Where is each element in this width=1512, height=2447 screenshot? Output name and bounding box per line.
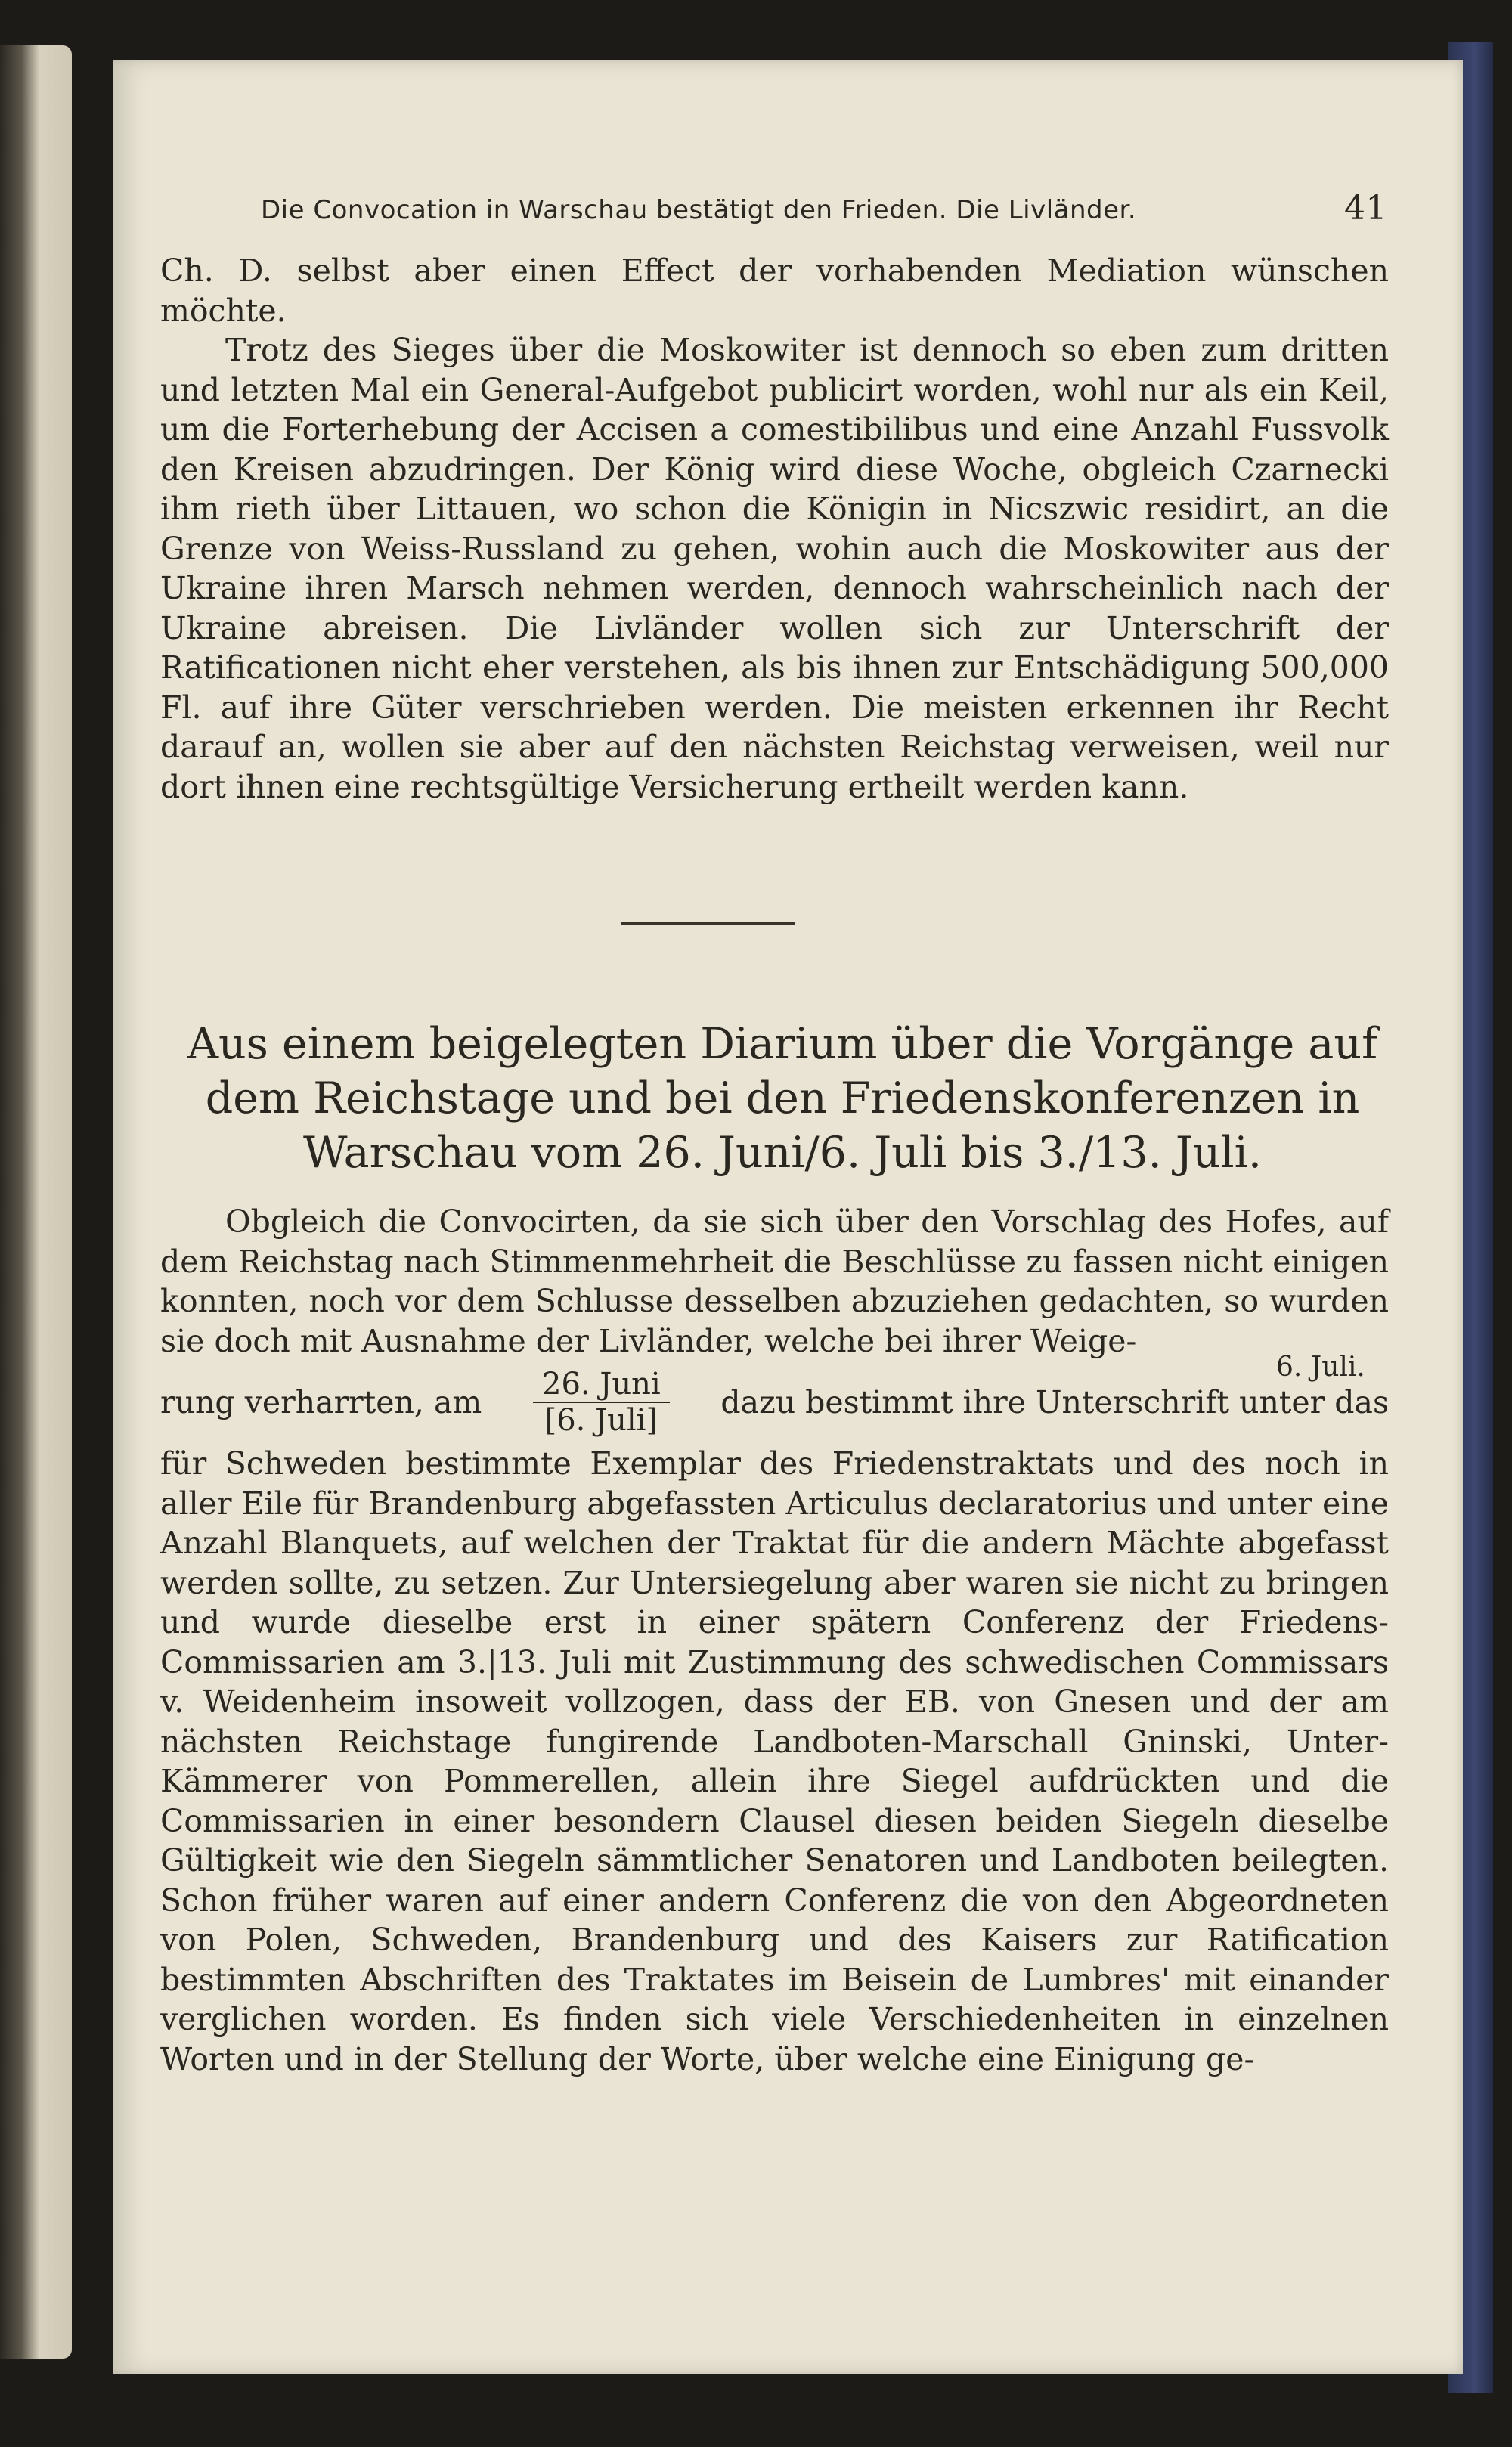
text-block-top — [160, 251, 1389, 807]
paragraph-continuation: Ch. D. selbst aber einen Effect der vorhabenden Mediation wünschen möchte. — [160, 252, 1389, 329]
page-number: 41 — [1344, 189, 1387, 228]
running-head — [261, 189, 1387, 234]
paragraph: Obgleich die Convocirten, da sie sich über den Vorschlag des Hofes, auf dem Reichstag nach Stimmenmehrheit die Beschlüsse zu fassen nicht einigen konnten, noch vor dem Schlusse desselben abzuziehen gedachten, so wurden sie doch mit Ausnahme der Livländer, welche bei ihrer Weige- — [160, 1203, 1389, 1359]
book-left-edge — [0, 45, 72, 2359]
section-divider — [621, 922, 795, 925]
margin-note: 6. Juli. — [1276, 1352, 1365, 1383]
date-fraction — [533, 1367, 670, 1438]
line-text-before: rung verharrten, am — [160, 1384, 482, 1420]
line-text-after: dazu bestimmt ihre Unterschrift unter das — [720, 1384, 1389, 1420]
running-head-title: Die Convocation in Warschau bestätigt den Frieden. Die Livländer. — [261, 195, 1137, 225]
book-page — [113, 60, 1463, 2374]
date-fraction-line — [160, 1361, 1389, 1444]
paragraph: Trotz des Sieges über die Moskowiter ist dennoch so eben zum dritten und letzten Mal ein General-Aufgebot publicirt worden, wohl nur als ein Keil, um die Forterhebung der Accisen a comestibilibus und eine Anzahl Fussvolk den Kreisen abzudringen. Der König wird diese Woche, obgleich Czarnecki ihm rieth über Littauen, wo schon die Königin in Nicszwic residirt, an die Grenze von Weiss-Russland zu gehen, wohin auch die Moskowiter aus der Ukraine ihren Marsch nehmen werden, dennoch wahrscheinlich nach der Ukraine abreisen. Die Livländer wollen sich zur Unterschrift der Ratificationen nicht eher verstehen, als bis ihnen zur Entschädigung 500,000 Fl. auf ihre Güter verschrieben werden. Die meisten erkennen ihr Recht darauf an, wollen sie aber auf den nächsten Reichstag verweisen, weil nur dort ihnen eine rechtsgültige Versicherung ertheilt werden kann. — [160, 332, 1389, 805]
paragraph-continuation: für Schweden bestimmte Exemplar des Friedenstraktats und des noch in aller Eile für Brandenburg abgefassten Articulus declaratorius und unter eine Anzahl Blanquets, auf welchen der Traktat für die andern Mächte abgefasst werden sollte, zu setzen. Zur Untersiegelung aber waren sie nicht zu bringen und wurde dieselbe erst in einer spätern Conferenz der Friedens-Commissarien am 3.|13. Juli mit Zustimmung des schwedischen Commissars v. Weidenheim insoweit vollzogen, dass der EB. von Gnesen und der am nächsten Reichstage fungirende Landboten-Marschall Gninski, Unter-Kämmerer von Pommerellen, allein ihre Siegel aufdrückten und die Commissarien in einer besondern Clausel diesen beiden Siegeln dieselbe Gültigkeit wie den Siegeln sämmtlicher Senatoren und Landboten beilegten. Schon früher waren auf einer andern Conferenz die von den Abgeordneten von Polen, Schweden, Brandenburg und des Kaisers zur Ratification bestimmten Abschriften des Traktates im Beisein de Lumbres' mit einander verglichen worden. Es finden sich viele Verschiedenheiten in einzelnen Worten und in der Stellung der Worte, über welche eine Einigung ge- — [160, 1445, 1389, 2077]
section-heading: Aus einem beigelegten Diarium über die Vorgänge auf dem Reichstage und bei den Friedenskonferenzen in Warschau vom 26. Juni/6. Juli bis 3./13. Juli. — [187, 1019, 1378, 1178]
text-block-bottom — [160, 1202, 1389, 2079]
fraction-numerator: 26. Juni — [533, 1367, 670, 1403]
fraction-denominator: [6. Juli] — [544, 1403, 658, 1438]
